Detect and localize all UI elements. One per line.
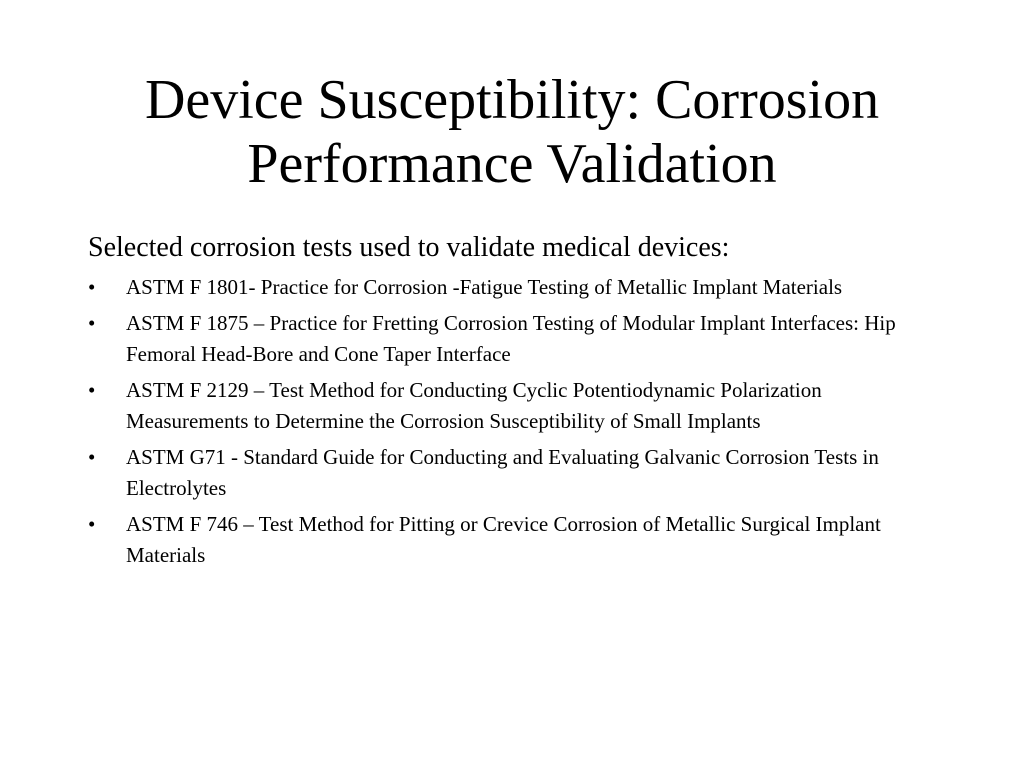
slide-title-line-2: Performance Validation bbox=[247, 133, 777, 195]
bullet-text: ASTM F 1801- Practice for Corrosion -Fatigue Testing of Metallic Implant Materials bbox=[126, 275, 843, 299]
bullet-text: ASTM F 2129 – Test Method for Conducting Cyclic Potentiodynamic Polarization Measurements to Determine the Corrosion Susceptibility of Small Implants bbox=[126, 378, 822, 433]
bullet-item bbox=[88, 375, 948, 437]
bullet-item bbox=[88, 509, 948, 571]
bullet-item bbox=[88, 272, 948, 303]
bullet-item bbox=[88, 442, 948, 504]
bullet-list bbox=[88, 272, 948, 571]
bullet-text: ASTM F 1875 – Practice for Fretting Corrosion Testing of Modular Implant Interfaces: Hip Femoral Head-Bore and Cone Taper Interface bbox=[126, 311, 896, 366]
bullet-item bbox=[88, 308, 948, 370]
bullet-icon: • bbox=[88, 275, 96, 299]
slide-title bbox=[60, 68, 964, 196]
bullet-icon: • bbox=[88, 378, 96, 402]
bullet-text: ASTM F 746 – Test Method for Pitting or Crevice Corrosion of Metallic Surgical Implant Materials bbox=[126, 512, 881, 567]
bullet-icon: • bbox=[88, 512, 96, 536]
bullet-icon: • bbox=[88, 311, 96, 335]
intro-text: Selected corrosion tests used to validate medical devices: bbox=[88, 232, 730, 263]
bullet-icon: • bbox=[88, 445, 96, 469]
slide-body bbox=[88, 228, 948, 576]
bullet-text: ASTM G71 - Standard Guide for Conducting and Evaluating Galvanic Corrosion Tests in Electrolytes bbox=[126, 445, 879, 500]
slide-title-line-1: Device Susceptibility: Corrosion bbox=[144, 69, 880, 131]
